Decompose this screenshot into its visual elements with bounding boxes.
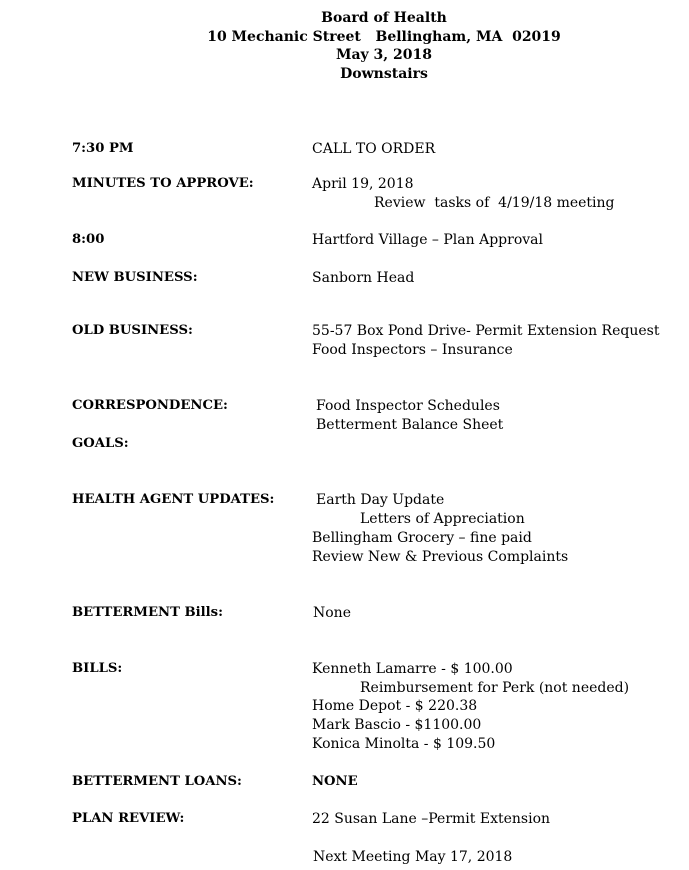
agenda-label-bills: BILLS:: [72, 661, 123, 676]
bills-line-1: Kenneth Lamarre - $ 100.00: [312, 661, 513, 677]
agenda-value-betterment-bills: None: [313, 605, 351, 621]
bills-line-2: Reimbursement for Perk (not needed): [360, 680, 630, 696]
bills-line-5: Konica Minolta - $ 109.50: [312, 736, 496, 752]
agenda-label-betterment-loans: BETTERMENT LOANS:: [72, 774, 242, 789]
minutes-line-date: April 19, 2018: [312, 176, 414, 192]
health-agent-line-2: Letters of Appreciation: [360, 511, 525, 527]
agenda-value-hartford-village: Hartford Village – Plan Approval: [312, 232, 543, 248]
agenda-value-sanborn-head: Sanborn Head: [312, 270, 415, 286]
correspondence-line-2: Betterment Balance Sheet: [316, 417, 504, 433]
agenda-label-time-800: 8:00: [72, 232, 105, 247]
agenda-value-plan-review: 22 Susan Lane –Permit Extension: [312, 811, 551, 827]
agenda-label-old-business: OLD BUSINESS:: [72, 323, 193, 338]
meeting-address: 10 Mechanic Street Bellingham, MA 02019: [207, 29, 561, 45]
agenda-label-minutes: MINUTES TO APPROVE:: [72, 176, 254, 191]
agenda-value-call-to-order: CALL TO ORDER: [312, 141, 436, 157]
meeting-location: Downstairs: [340, 66, 428, 82]
agenda-label-plan-review: PLAN REVIEW:: [72, 811, 185, 826]
minutes-line-review: Review tasks of 4/19/18 meeting: [374, 195, 615, 211]
agenda-label-time-730: 7:30 PM: [72, 141, 134, 156]
agenda-label-health-agent-updates: HEALTH AGENT UPDATES:: [72, 492, 275, 507]
old-business-line-1: 55-57 Box Pond Drive- Permit Extension Request: [312, 323, 660, 339]
document-title: Board of Health: [321, 10, 447, 26]
bills-line-3: Home Depot - $ 220.38: [312, 698, 478, 714]
bills-line-4: Mark Bascio - $1100.00: [312, 717, 482, 733]
health-agent-line-3: Bellingham Grocery – fine paid: [312, 530, 532, 546]
health-agent-line-1: Earth Day Update: [316, 492, 445, 508]
next-meeting-note: Next Meeting May 17, 2018: [313, 849, 513, 865]
agenda-label-correspondence: CORRESPONDENCE:: [72, 398, 228, 413]
agenda-label-goals: GOALS:: [72, 436, 129, 451]
correspondence-line-1: Food Inspector Schedules: [316, 398, 500, 414]
health-agent-line-4: Review New & Previous Complaints: [312, 549, 569, 565]
meeting-date: May 3, 2018: [335, 47, 433, 63]
agenda-label-betterment-bills: BETTERMENT Bills:: [72, 605, 223, 620]
agenda-label-new-business: NEW BUSINESS:: [72, 270, 198, 285]
old-business-line-2: Food Inspectors – Insurance: [312, 342, 513, 358]
agenda-value-betterment-loans: NONE: [312, 774, 358, 789]
